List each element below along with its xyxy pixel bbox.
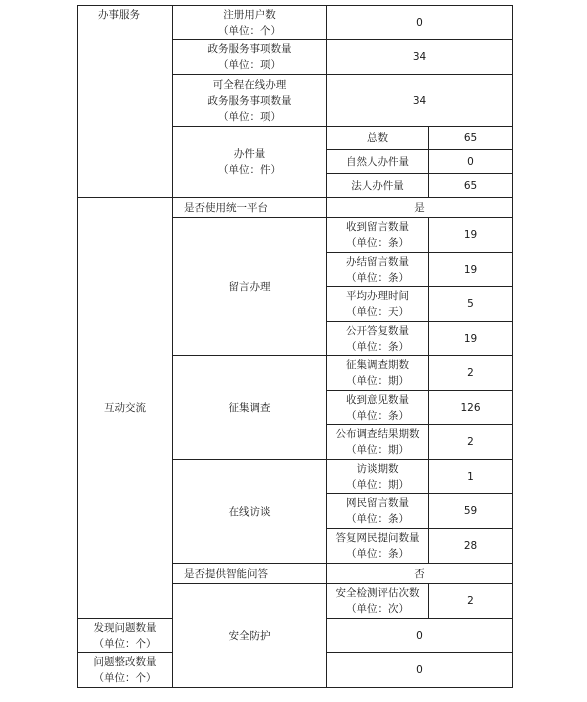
volume-natural-value: 0 [429, 150, 513, 174]
service-items-value: 34 [327, 40, 513, 75]
registered-users-value: 0 [327, 6, 513, 40]
security-fixed-value: 0 [327, 653, 513, 688]
volume-total-value: 65 [429, 127, 513, 150]
messages-handled-label: 办结留言数量 （单位：条） [327, 253, 429, 287]
smart-qa-label: 是否提供智能问答 [173, 564, 327, 584]
messages-label: 留言办理 [173, 218, 327, 356]
volume-total-label: 总数 [327, 127, 429, 150]
survey-results-value: 2 [429, 425, 513, 460]
interview-label: 在线访谈 [173, 460, 327, 564]
security-problems-value: 0 [327, 619, 513, 653]
interview-answers-label: 答复网民提问数量 （单位：条） [327, 529, 429, 564]
security-problems-label: 发现问题数量 （单位：个） [78, 619, 173, 653]
survey-issues-value: 2 [429, 356, 513, 391]
interview-issues-label: 访谈期数 （单位：期） [327, 460, 429, 494]
unified-platform-value: 是 [327, 198, 513, 218]
smart-qa-value: 否 [327, 564, 513, 584]
registered-users-label: 注册用户数 （单位：个） [173, 6, 327, 40]
section-label-interaction: 互动交流 [78, 198, 173, 619]
volume-label: 办件量 （单位：件） [173, 127, 327, 198]
survey-label: 征集调查 [173, 356, 327, 460]
survey-results-label: 公布调查结果期数 （单位：期） [327, 425, 429, 460]
messages-public-value: 19 [429, 322, 513, 356]
security-fixed-label: 问题整改数量 （单位：个） [78, 653, 173, 688]
online-items-value: 34 [327, 75, 513, 127]
messages-received-value: 19 [429, 218, 513, 253]
messages-handled-value: 19 [429, 253, 513, 287]
section-label-security: 安全防护 [173, 584, 327, 688]
statistics-table [77, 5, 513, 688]
unified-platform-label: 是否使用统一平台 [173, 198, 327, 218]
messages-received-label: 收到留言数量 （单位：条） [327, 218, 429, 253]
volume-legal-value: 65 [429, 174, 513, 198]
volume-natural-label: 自然人办件量 [327, 150, 429, 174]
interview-issues-value: 1 [429, 460, 513, 494]
online-items-label: 可全程在线办理 政务服务事项数量 （单位：项） [173, 75, 327, 127]
survey-opinions-value: 126 [429, 391, 513, 425]
messages-avgtime-value: 5 [429, 287, 513, 322]
volume-legal-label: 法人办件量 [327, 174, 429, 198]
interview-netizen-value: 59 [429, 494, 513, 529]
messages-avgtime-label: 平均办理时间 （单位：天） [327, 287, 429, 322]
interview-netizen-label: 网民留言数量 （单位：条） [327, 494, 429, 529]
section-label-service: 办事服务 [78, 6, 173, 198]
messages-public-label: 公开答复数量 （单位：条） [327, 322, 429, 356]
interview-answers-value: 28 [429, 529, 513, 564]
survey-opinions-label: 收到意见数量 （单位：条） [327, 391, 429, 425]
security-checks-label: 安全检测评估次数 （单位：次） [327, 584, 429, 619]
survey-issues-label: 征集调查期数 （单位：期） [327, 356, 429, 391]
security-checks-value: 2 [429, 584, 513, 619]
service-items-label: 政务服务事项数量 （单位：项） [173, 40, 327, 75]
